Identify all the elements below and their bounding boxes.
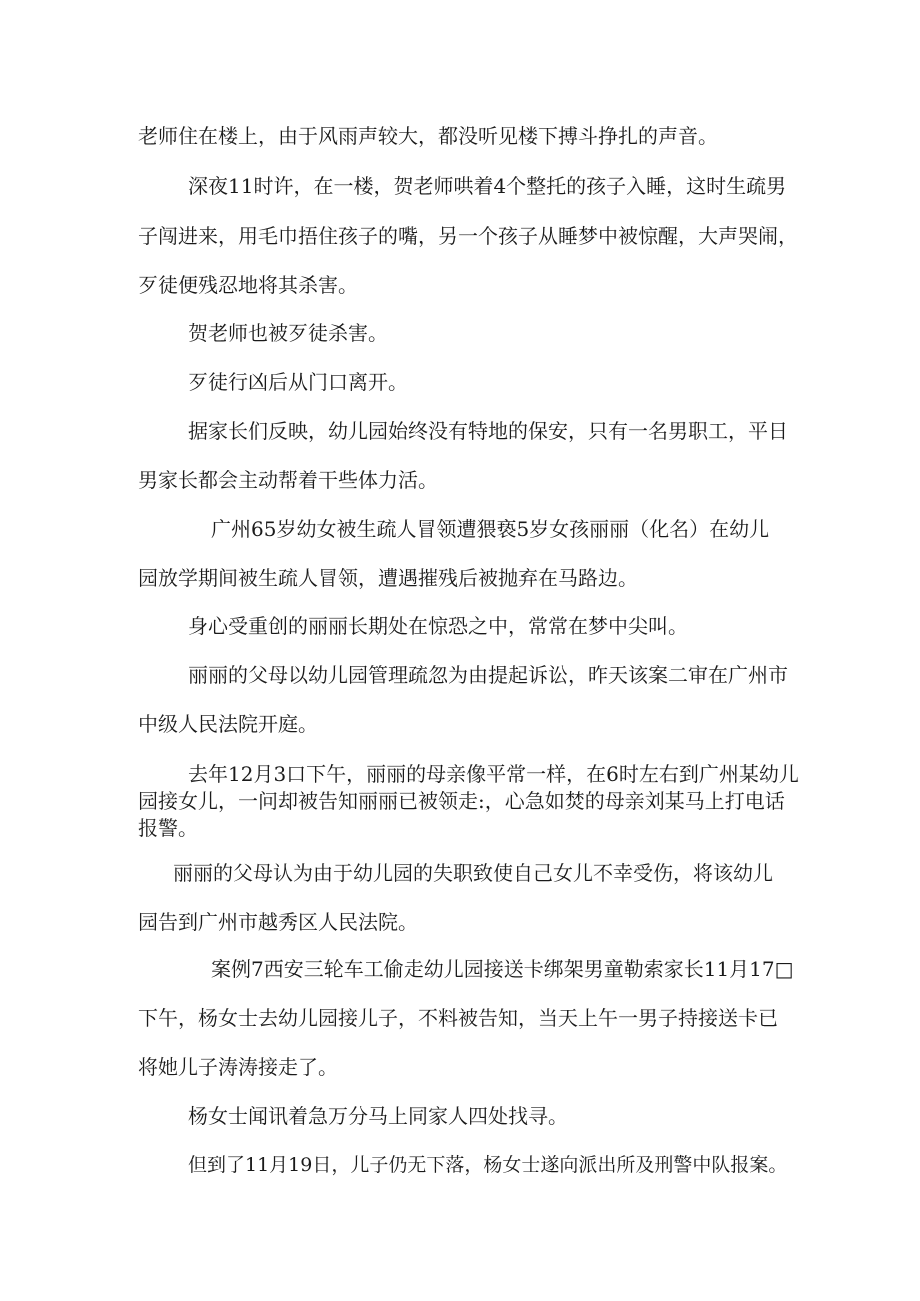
text-line: 男家长都会主动帮着干些体力活。 [138,468,438,492]
text-line: 园接女儿，一问却被告知丽丽已被领走:，心急如焚的母亲刘某马上打电话 [138,789,785,813]
text-line: 报警。 [138,816,198,840]
text-line: 深夜11时许，在一楼，贺老师哄着4个整托的孩子入睡，这时生疏男 [188,174,787,198]
text-line: 丽丽的父母认为由于幼儿园的失职致使自己女儿不幸受伤，将该幼儿 [173,861,773,885]
text-line: 但到了11月19日，儿子仍无下落，杨女士遂向派出所及刑警中队报案。 [188,1154,788,1176]
text-line: 园放学期间被生疏人冒领，遭遇摧残后被抛弃在马路边。 [138,566,638,590]
text-line: 身心受重创的丽丽长期处在惊恐之中，常常在梦中尖叫。 [188,614,688,638]
text-line: 去年12月3口下午，丽丽的母亲像平常一样，在6时左右到广州某幼儿 [188,762,799,786]
text-line: 将她儿子涛涛接走了。 [138,1055,338,1079]
text-line: 据家长们反映，幼儿园始终没有特地的保安，只有一名男职工，平日 [188,419,788,443]
text-line: 老师住在楼上，由于风雨声较大，都没听见楼下搏斗挣扎的声音。 [138,124,718,148]
text-line: 贺老师也被歹徒杀害。 [188,321,388,345]
text-line: 中级人民法院开庭。 [138,712,318,736]
text-line: 广州65岁幼女被生疏人冒领遭猥亵5岁女孩丽丽（化名）在幼儿 [211,517,770,541]
text-line: 下午，杨女士去幼儿园接儿子，不料被告知，当天上午一男子持接送卡已 [138,1006,778,1030]
text-line: 丽丽的父母以幼儿园管理疏忽为由提起诉讼，昨天该案二审在广州市 [188,663,788,687]
text-line: 案例7西安三轮车工偷走幼儿园接送卡绑架男童勒索家长11月17□ [211,957,794,981]
text-line: 歹徒行凶后从门口离开。 [188,370,408,394]
text-line: 杨女士闻讯着急万分马上同家人四处找寻。 [188,1104,568,1128]
text-line: 歹徒便残忍地将其杀害。 [138,273,358,297]
text-line: 园告到广州市越秀区人民法院。 [138,910,418,934]
text-line: 子闯进来，用毛巾捂住孩子的嘴，另一个孩子从睡梦中被惊醒，大声哭闹， [138,224,798,248]
